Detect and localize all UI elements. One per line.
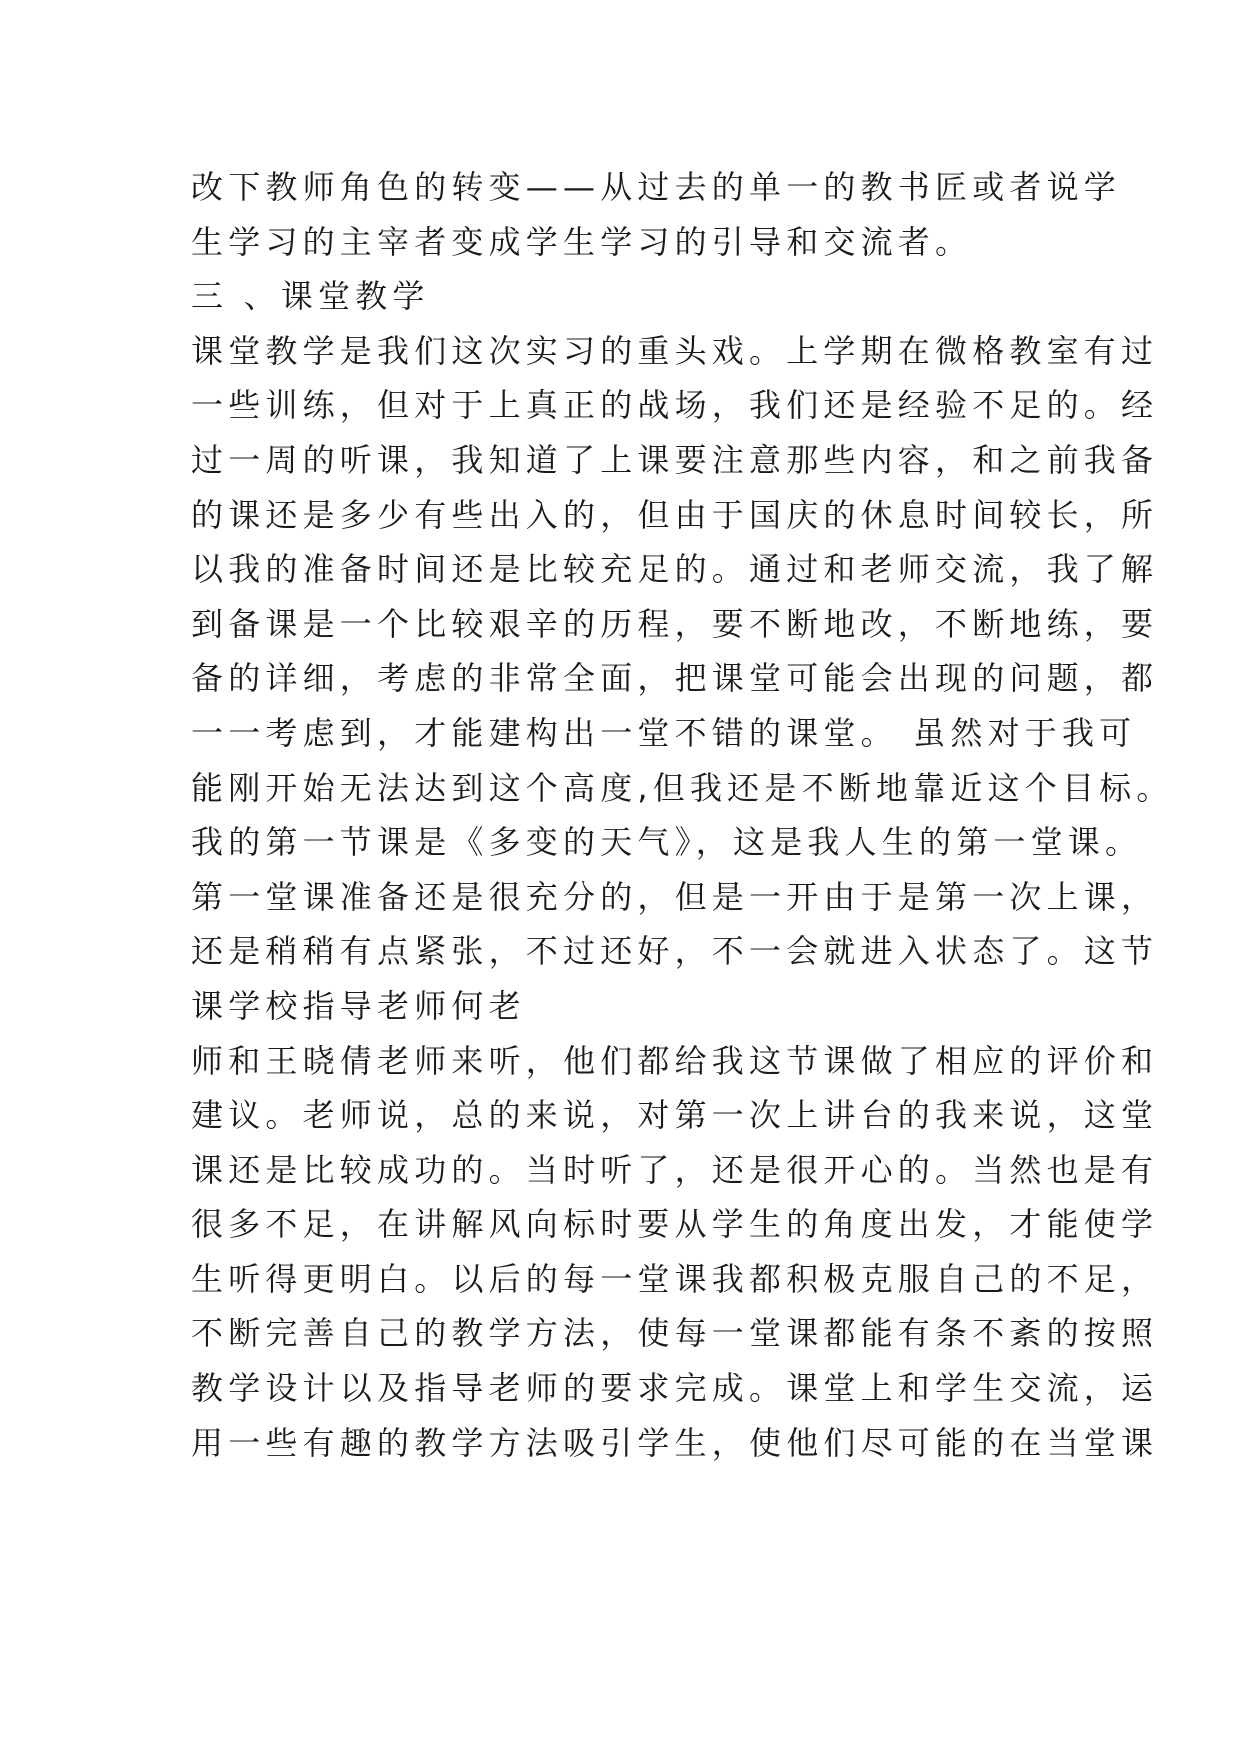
text-line: 生学习的主宰者变成学生学习的引导和交流者。 <box>191 222 973 261</box>
text-line: 教学设计以及指导老师的要求完成。课堂上和学生交流，运 <box>191 1369 1159 1408</box>
text-line: 第一堂课准备还是很充分的，但是一开由于是第一次上课， <box>191 877 1159 916</box>
text-line: 建议。老师说，总的来说，对第一次上讲台的我来说，这堂 <box>191 1096 1159 1135</box>
text-line: 课学校指导老师何老 <box>191 986 526 1025</box>
text-line: 的课还是多少有些出入的，但由于国庆的休息时间较长，所 <box>191 495 1159 534</box>
text-line: 备的详细，考虑的非常全面，把课堂可能会出现的问题，都 <box>191 659 1159 698</box>
text-line: 过一周的听课，我知道了上课要注意那些内容，和之前我备 <box>191 440 1159 479</box>
text-line: 不断完善自己的教学方法，使每一堂课都能有条不紊的按照 <box>191 1314 1159 1353</box>
text-line: 生听得更明白。以后的每一堂课我都积极克服自己的不足， <box>191 1259 1159 1298</box>
text-line: 一一考虑到，才能建构出一堂不错的课堂。 虽然对于我可 <box>191 713 1137 752</box>
text-line: 用一些有趣的教学方法吸引学生，使他们尽可能的在当堂课 <box>191 1423 1159 1462</box>
text-line: 能刚开始无法达到这个高度,但我还是不断地靠近这个目标。 <box>191 768 1174 807</box>
text-line: 课还是比较成功的。当时听了，还是很开心的。当然也是有 <box>191 1150 1159 1189</box>
section-heading: 三 、课堂教学 <box>191 277 430 316</box>
document-body <box>191 160 1174 1470</box>
text-line: 师和王晓倩老师来听，他们都给我这节课做了相应的评价和 <box>191 1041 1159 1080</box>
text-line: 课堂教学是我们这次实习的重头戏。上学期在微格教室有过 <box>191 331 1159 370</box>
text-line: 到备课是一个比较艰辛的历程，要不断地改，不断地练，要 <box>191 604 1159 643</box>
text-line: 很多不足，在讲解风向标时要从学生的角度出发，才能使学 <box>191 1205 1159 1244</box>
text-line: 还是稍稍有点紧张，不过还好，不一会就进入状态了。这节 <box>191 932 1159 971</box>
text-line: 我的第一节课是《多变的天气》，这是我人生的第一堂课。 <box>191 823 1143 862</box>
text-line: 一些训练，但对于上真正的战场，我们还是经验不足的。经 <box>191 386 1159 425</box>
text-line: 改下教师角色的转变——从过去的单一的教书匠或者说学 <box>191 168 1122 206</box>
text-line: 以我的准备时间还是比较充足的。通过和老师交流，我了解 <box>191 550 1159 589</box>
